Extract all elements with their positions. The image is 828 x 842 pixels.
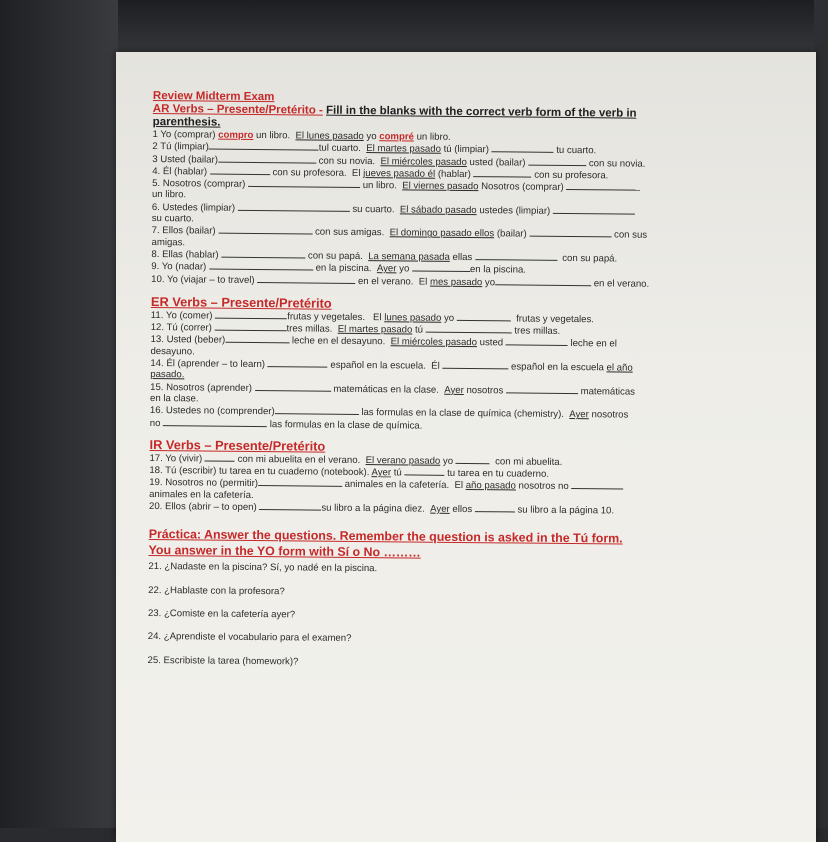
text: en la piscina. (469, 264, 527, 276)
time-phrase: La semana pasada (368, 251, 450, 263)
answer-blank[interactable] (209, 261, 313, 271)
item-5-cont: un libro. (151, 189, 187, 201)
text: El (372, 311, 382, 324)
text: tres millas. (286, 323, 333, 335)
prompt: 15. Nosotros (aprender) (150, 381, 253, 394)
prompt: 19. Nosotros no (permitir) (149, 477, 259, 490)
text: yo (442, 455, 454, 467)
prompt: 7. Ellos (bailar) (151, 225, 216, 237)
prompt: 5. Nosotros (comprar) (152, 178, 246, 191)
item-15-cont: en la clase. (149, 392, 199, 405)
item-14-cont: pasado. (150, 369, 185, 381)
text: tul cuarto. (318, 142, 361, 155)
text: su libro a la página diez. (321, 502, 425, 515)
text: las formulas en la clase de química. (269, 418, 423, 432)
question-25: 25. Escribiste la tarea (homework)? (147, 654, 299, 667)
text: tú (limpiar) (443, 144, 489, 156)
time-phrase: lunes pasado (384, 312, 442, 324)
answer-blank[interactable] (529, 228, 611, 238)
time-phrase: El miércoles pasado (390, 336, 478, 349)
text: ellos (452, 503, 473, 516)
text: su libro a la página 10. (517, 504, 615, 517)
prompt: 20. Ellos (abrir – to open) (148, 500, 257, 514)
time-phrase: El martes pasado (337, 323, 413, 336)
time-phrase: El martes pasado (366, 143, 441, 156)
text: con sus (613, 229, 648, 242)
time-phrase: jueves pasado él (363, 167, 436, 180)
answer-blank[interactable] (215, 309, 287, 319)
time-phrase: Ayer (430, 503, 450, 515)
text: El (351, 167, 361, 179)
text: con mi abuelita. (495, 456, 563, 468)
text: con mi abuelita en el verano. (237, 453, 361, 466)
time-phrase: El sábado pasado (399, 204, 477, 216)
answer-blank[interactable] (248, 178, 360, 188)
prompt: 17. Yo (vivir) (149, 452, 203, 465)
text: con su papá. (307, 250, 363, 262)
answer-blank[interactable] (268, 358, 328, 368)
desk-background-left (0, 0, 118, 828)
prompt: 16. Ustedes no (comprender) (149, 405, 275, 418)
answer-blank[interactable] (492, 144, 554, 154)
answer-blank[interactable] (238, 202, 350, 212)
answer-blank[interactable] (258, 477, 342, 487)
text: matemáticas en la clase. (333, 383, 439, 396)
text: no (149, 417, 161, 429)
time-phrase: El domingo pasado ellos (389, 227, 495, 240)
answer-blank[interactable] (210, 165, 270, 175)
answer-blank[interactable] (209, 141, 319, 151)
text: yo (399, 263, 410, 275)
text: El (418, 276, 428, 288)
item-7-cont: amigas. (151, 236, 186, 248)
worksheet-content (147, 90, 705, 671)
answer-blank[interactable] (442, 360, 508, 370)
text: tú (393, 467, 402, 479)
time-phrase: año pasado (465, 480, 516, 492)
answer-blank[interactable] (456, 455, 490, 464)
prompt: 8. Ellas (hablar) (151, 248, 219, 261)
text: en la piscina. (315, 262, 372, 275)
answer-blank[interactable] (457, 312, 511, 322)
text: un libro. (416, 131, 451, 143)
answer-blank[interactable] (163, 417, 267, 427)
text: Nosotros (comprar) (481, 181, 564, 194)
answer-blank[interactable] (221, 249, 305, 259)
time-phrase: El miércoles pasado (380, 155, 467, 168)
practica-heading-line-2: You answer in the YO form with Sí o No ……… (148, 543, 421, 560)
answer-blank[interactable] (506, 337, 568, 347)
text: nosotros (466, 384, 504, 397)
answer-blank[interactable] (506, 384, 578, 394)
text: yo (443, 312, 455, 324)
answer-blank[interactable] (474, 168, 532, 178)
text: español en la escuela (511, 361, 604, 374)
text: con su novia. (588, 157, 646, 170)
text: con su profesora. (534, 169, 609, 182)
text: tú (414, 324, 424, 336)
question-24: 24. ¿Aprendiste el vocabulario para el examen? (147, 631, 352, 645)
text: usted (479, 337, 504, 349)
practica-heading-line-1: Práctica: Answer the questions. Remember the question is asked in the Tú form. (148, 527, 623, 546)
text: (bailar) (496, 228, 527, 240)
prompt: 18. Tú (escribir) tu tarea en tu cuaderno (notebook). (149, 465, 370, 479)
item-19-cont: animales en la cafetería. (149, 488, 254, 501)
time-phrase: El lunes pasado (295, 130, 364, 143)
text: ellas (452, 251, 473, 264)
worksheet-title: Review Midterm Exam (152, 90, 275, 104)
answer-blank[interactable] (218, 153, 316, 163)
text: tres millas. (514, 325, 561, 338)
answer-blank[interactable] (571, 480, 623, 489)
prompt: 12. Tú (correr) (150, 322, 212, 334)
item-6-cont: su cuarto. (151, 213, 194, 225)
answer-blank[interactable] (275, 405, 359, 415)
answer-blank[interactable] (255, 382, 331, 392)
answer: compro (218, 129, 254, 141)
text: nosotros no (518, 480, 569, 493)
time-phrase: Ayer (444, 384, 464, 396)
answer-blank[interactable] (218, 225, 312, 235)
instructions: Fill in the blanks with the correct verb form of the verb in parenthesis. (152, 104, 637, 129)
prompt: 3 Usted (bailar) (152, 153, 218, 166)
answer-blank[interactable] (426, 324, 512, 334)
question-21: 21. ¿Nadaste en la piscina? Sí, yo nadé en la piscina. (148, 561, 378, 575)
text: matemáticas (580, 385, 636, 398)
text: ustedes (limpiar) (479, 204, 551, 217)
answer-blank[interactable] (404, 467, 444, 476)
text: leche en el desayuno. (291, 335, 386, 348)
text: frutas y vegetales. (516, 313, 595, 326)
item-13-cont: desayuno. (150, 345, 195, 358)
text: español en la escuela. (330, 359, 426, 372)
text: yo (484, 276, 496, 288)
ar-heading-label: AR Verbs – Presente/Pretérito - (152, 102, 323, 117)
answer-blank[interactable] (475, 503, 515, 512)
time-phrase: El viernes pasado (402, 180, 479, 193)
text: tu cuarto. (556, 145, 597, 157)
text: un libro. (362, 180, 397, 192)
text: con su profesora. (272, 167, 347, 179)
answer-blank[interactable] (475, 251, 557, 261)
answer-blank[interactable] (553, 205, 635, 215)
text: en el verano. (593, 277, 650, 290)
text: (hablar) (437, 168, 471, 180)
practica-heading (149, 526, 701, 563)
text: Él (431, 360, 440, 372)
prompt: 13. Usted (beber) (150, 334, 226, 347)
answer-blank[interactable] (528, 156, 586, 166)
text: su cuarto. (352, 203, 395, 216)
time-phrase: mes pasado (429, 276, 483, 288)
text: las formulas en la clase de química (chemistry). (361, 407, 565, 421)
prompt: 2 Tú (limpiar) (152, 141, 209, 153)
text: animales en la cafetería. (344, 479, 450, 492)
answer: compré (379, 131, 414, 143)
question-23: 23. ¿Comiste en la cafetería ayer? (147, 607, 296, 621)
desk-background-top (0, 0, 828, 56)
text: con sus amigas. (314, 226, 385, 239)
text: nosotros (591, 409, 629, 421)
text: con su papá. (562, 252, 618, 265)
question-22: 22. ¿Hablaste con la profesora? (148, 584, 285, 597)
text: leche en el (570, 338, 617, 350)
prompt: 14. Él (aprender – to learn) (150, 358, 266, 371)
time-phrase: El verano pasado (365, 454, 441, 467)
desk-background-right (814, 0, 828, 828)
text: frutas y vegetales. (287, 311, 366, 323)
answer-blank[interactable] (215, 322, 287, 332)
text: tu tarea en tu cuaderno. (447, 467, 550, 480)
er-section-heading: ER Verbs – Presente/Pretérito (150, 293, 332, 311)
prompt: 10. Yo (viajar – to travel) (151, 273, 255, 286)
prompt: 6. Ustedes (limpiar) (151, 201, 236, 214)
text: con su novia. (318, 155, 376, 167)
answer-blank[interactable] (412, 263, 470, 273)
prompt: 4. Él (hablar) (152, 165, 208, 178)
answer-blank[interactable] (205, 452, 235, 461)
prompt: 1 Yo (comprar) (152, 128, 216, 141)
answer-blank[interactable] (225, 334, 289, 344)
text: yo (366, 131, 377, 143)
text: en el verano. (357, 275, 414, 288)
answer-blank[interactable] (566, 181, 640, 191)
text: un libro. (255, 129, 291, 142)
time-phrase: Ayer (376, 263, 397, 275)
ir-section-heading: IR Verbs – Presente/Pretérito (149, 436, 326, 454)
text: El (454, 480, 464, 492)
text: usted (bailar) (469, 156, 526, 169)
prompt: 9. Yo (nadar) (151, 261, 207, 273)
answer-blank[interactable] (495, 276, 591, 286)
answer-blank[interactable] (257, 274, 355, 284)
prompt: 11. Yo (comer) (150, 309, 213, 322)
time-phrase: Ayer (569, 409, 589, 421)
time-phrase: el año (606, 362, 633, 374)
answer-blank[interactable] (259, 501, 321, 511)
time-phrase: Ayer (371, 467, 392, 479)
